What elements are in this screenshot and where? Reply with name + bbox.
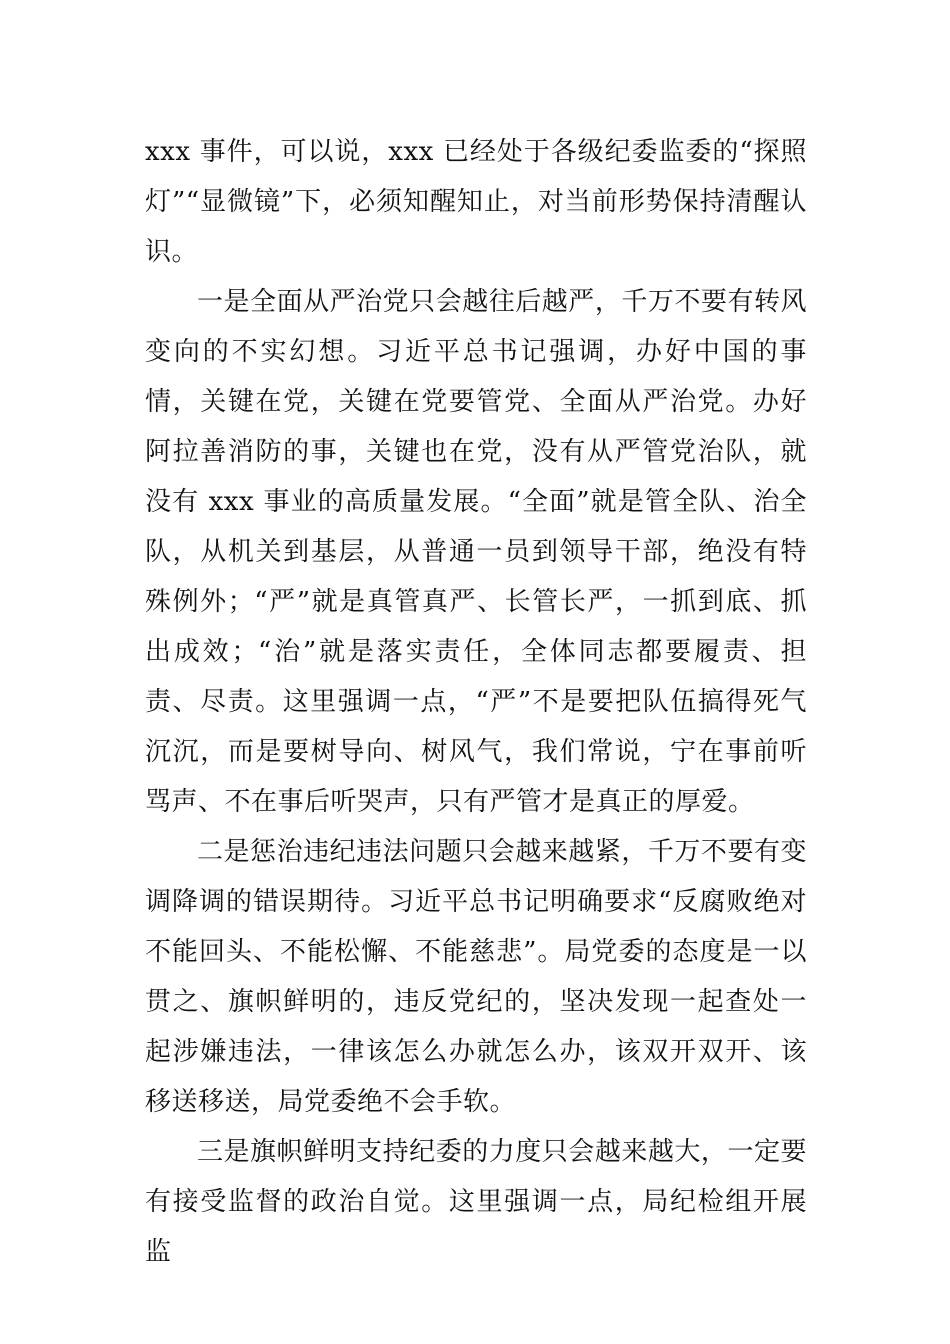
document-body bbox=[145, 127, 807, 1277]
paragraph-point-two: 二是惩治违纪违法问题只会越来越紧，千万不要有变调降调的错误期待。习近平总书记明确要求“反腐败绝对不能回头、不能松懈、不能慈悲”。局党委的态度是一以贯之、旗帜鲜明的，违反党纪的，坚决发现一起查处一起涉嫌违法，一律该怎么办就怎么办，该双开双开、该移送移送，局党委绝不会手软。 bbox=[145, 837, 807, 1117]
paragraph-point-three: 三是旗帜鲜明支持纪委的力度只会越来越大，一定要有接受监督的政治自觉。这里强调一点，局纪检组开展监 bbox=[145, 1137, 807, 1267]
paragraph-point-one: 一是全面从严治党只会越往后越严，千万不要有转风变向的不实幻想。习近平总书记强调，办好中国的事情，关键在党，关键在党要管党、全面从严治党。办好阿拉善消防的事，关键也在党，没有从严管党治队，就没有 xxx 事业的高质量发展。“全面”就是管全队、治全队，从机关到基层，从普通一员到领导干部，绝没有特殊例外；“严”就是真管真严、长管长严，一抓到底、抓出成效；“治”就是落实责任，全体同志都要履责、担责、尽责。这里强调一点，“严”不是要把队伍搞得死气沉沉，而是要树导向、树风气，我们常说，宁在事前听骂声、不在事后听哭声，只有严管才是真正的厚爱。 bbox=[145, 287, 807, 817]
paragraph-continuation: xxx 事件，可以说，xxx 已经处于各级纪委监委的“探照灯”“显微镜”下，必须知醒知止，对当前形势保持清醒认识。 bbox=[145, 137, 807, 267]
